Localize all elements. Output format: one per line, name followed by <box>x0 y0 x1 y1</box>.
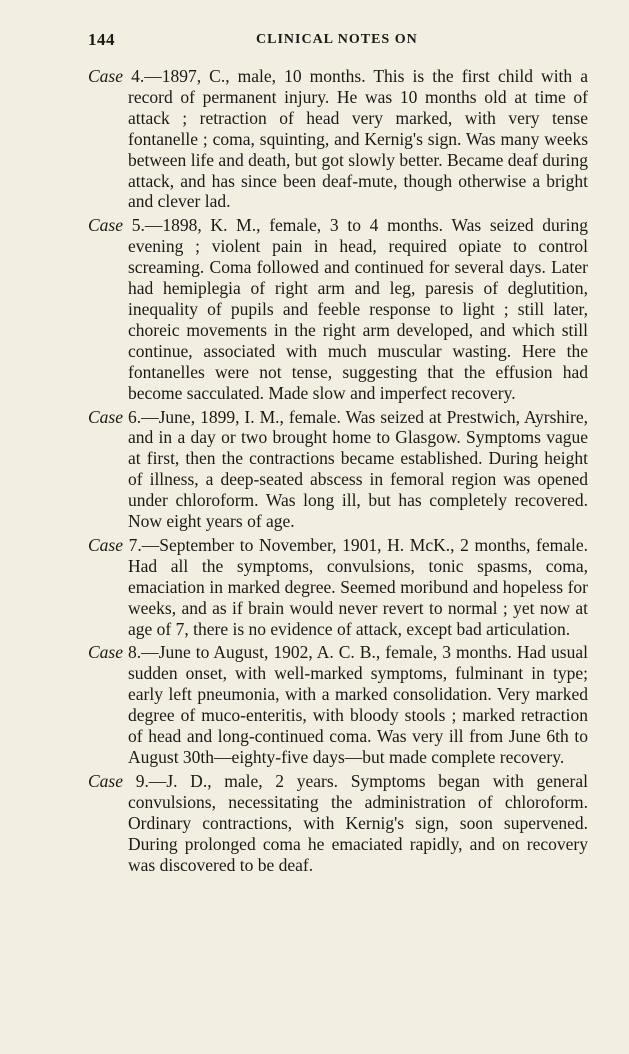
body-text <box>88 66 588 878</box>
case-label: Case <box>88 66 123 86</box>
case-text: —June to August, 1902, A. C. B., female, 3 months. Had usual sudden onset, with well-marked symptoms, fulminant in type; early left pneumonia, with a marked consolidation. Very marked degree of muco-enteritis, with bloody stools ; marked retraction of head and long-continued coma. Was very ill from June 6th to August 30th—eighty-five days—but made complete recovery. <box>128 642 588 767</box>
case-number: 7 <box>128 534 138 555</box>
case-paragraph: Case 7.—September to November, 1901, H. McK., 2 months, female. Had all the symptoms, convulsions, tonic spasms, coma, emaciation in marked degree. Seemed moribund and hopeless for weeks, and as if brain would never revert to normal ; yet now at age of 7, there is no evidence of attack, except bad articulation. <box>88 534 589 639</box>
case-text: —1898, K. M., female, 3 to 4 months. Was seized during evening ; violent pain in head, required opiate to control screaming. Coma followed and continued for several days. Later had hemiplegia of right arm and leg, paresis of deglutition, inequality of pupils and feeble response to light ; still later, choreic movements in the right arm developed, and which still continue, associated with much muscular wasting. Here the fontanelles were not tense, suggesting that the effusion had become sacculated. Made slow and imperfect recovery. <box>128 215 588 403</box>
page-header <box>88 30 589 54</box>
case-text: —June, 1899, I. M., female. Was seized at Prestwich, Ayrshire, and in a day or two brought home to Glasgow. Symptoms vague at first, then the contractions became established. During height of illness, a deep-seated abscess in femoral region was opened under chloroform. Was long ill, but has completely recovered. Now eight years of age. <box>128 406 589 532</box>
case-label: Case <box>88 534 123 555</box>
case-number: 9 <box>135 770 145 791</box>
case-number: 6 <box>128 406 137 427</box>
case-label: Case <box>88 215 123 236</box>
case-number: 5 <box>131 215 141 236</box>
case-number: 8 <box>128 642 137 663</box>
case-number: 4 <box>131 66 140 86</box>
case-label: Case <box>88 770 123 791</box>
case-paragraph: Case 9.—J. D., male, 2 years. Symptoms began with general convulsions, necessitating the administration of chloroform. Ordinary contractions, with Kernig's sign, soon supervened. During prolonged coma he emaciated rapidly, and on recovery was discovered to be deaf. <box>88 770 589 875</box>
running-title: CLINICAL NOTES ON <box>256 32 418 47</box>
case-text: —1897, C., male, 10 months. This is the first child with a record of permanent injury. He was 10 months old at time of attack ; retraction of head very marked, with very tense fontanelle ; coma, squinting, and Kernig's sign. Was many weeks between life and death, but got slowly better. Became deaf during attack, and has since been deaf-mute, though otherwise a bright and clever lad. <box>128 66 589 212</box>
case-paragraph: Case 8.—June to August, 1902, A. C. B., female, 3 months. Had usual sudden onset, with well-marked symptoms, fulminant in type; early left pneumonia, with a marked consolidation. Very marked degree of muco-enteritis, with bloody stools ; marked retraction of head and long-continued coma. Was very ill from June 6th to August 30th—eighty-five days—but made complete recovery. <box>88 642 588 767</box>
case-text: —September to November, 1901, H. McK., 2 months, female. Had all the symptoms, convulsions, tonic spasms, coma, emaciation in marked degree. Seemed moribund and hopeless for weeks, and as if brain would never revert to normal ; yet now at age of 7, there is no evidence of attack, except bad articulation. <box>128 534 589 639</box>
case-paragraph: Case 4.—1897, C., male, 10 months. This is the first child with a record of permanent injury. He was 10 months old at time of attack ; retraction of head very marked, with very tense fontanelle ; coma, squinting, and Kernig's sign. Was many weeks between life and death, but got slowly better. Became deaf during attack, and has since been deaf-mute, though otherwise a bright and clever lad. <box>88 66 589 212</box>
case-paragraph: Case 6.—June, 1899, I. M., female. Was seized at Prestwich, Ayrshire, and in a day or two brought home to Glasgow. Symptoms vague at first, then the contractions became established. During height of illness, a deep-seated abscess in femoral region was opened under chloroform. Was long ill, but has completely recovered. Now eight years of age. <box>88 406 589 532</box>
case-text: —J. D., male, 2 years. Symptoms began with general convulsions, necessitating the administration of chloroform. Ordinary contractions, with Kernig's sign, soon supervened. During prolonged coma he emaciated rapidly, and on recovery was discovered to be deaf. <box>128 770 589 875</box>
page-number: 144 <box>88 30 115 49</box>
case-paragraph: Case 5.—1898, K. M., female, 3 to 4 months. Was seized during evening ; violent pain in head, required opiate to control screaming. Coma followed and continued for several days. Later had hemiplegia of right arm and leg, paresis of deglutition, inequality of pupils and feeble response to light ; still later, choreic movements in the right arm developed, and which still continue, associated with much muscular wasting. Here the fontanelles were not tense, suggesting that the effusion had become sacculated. Made slow and imperfect recovery. <box>88 215 588 403</box>
case-label: Case <box>88 642 123 663</box>
case-label: Case <box>88 406 123 427</box>
